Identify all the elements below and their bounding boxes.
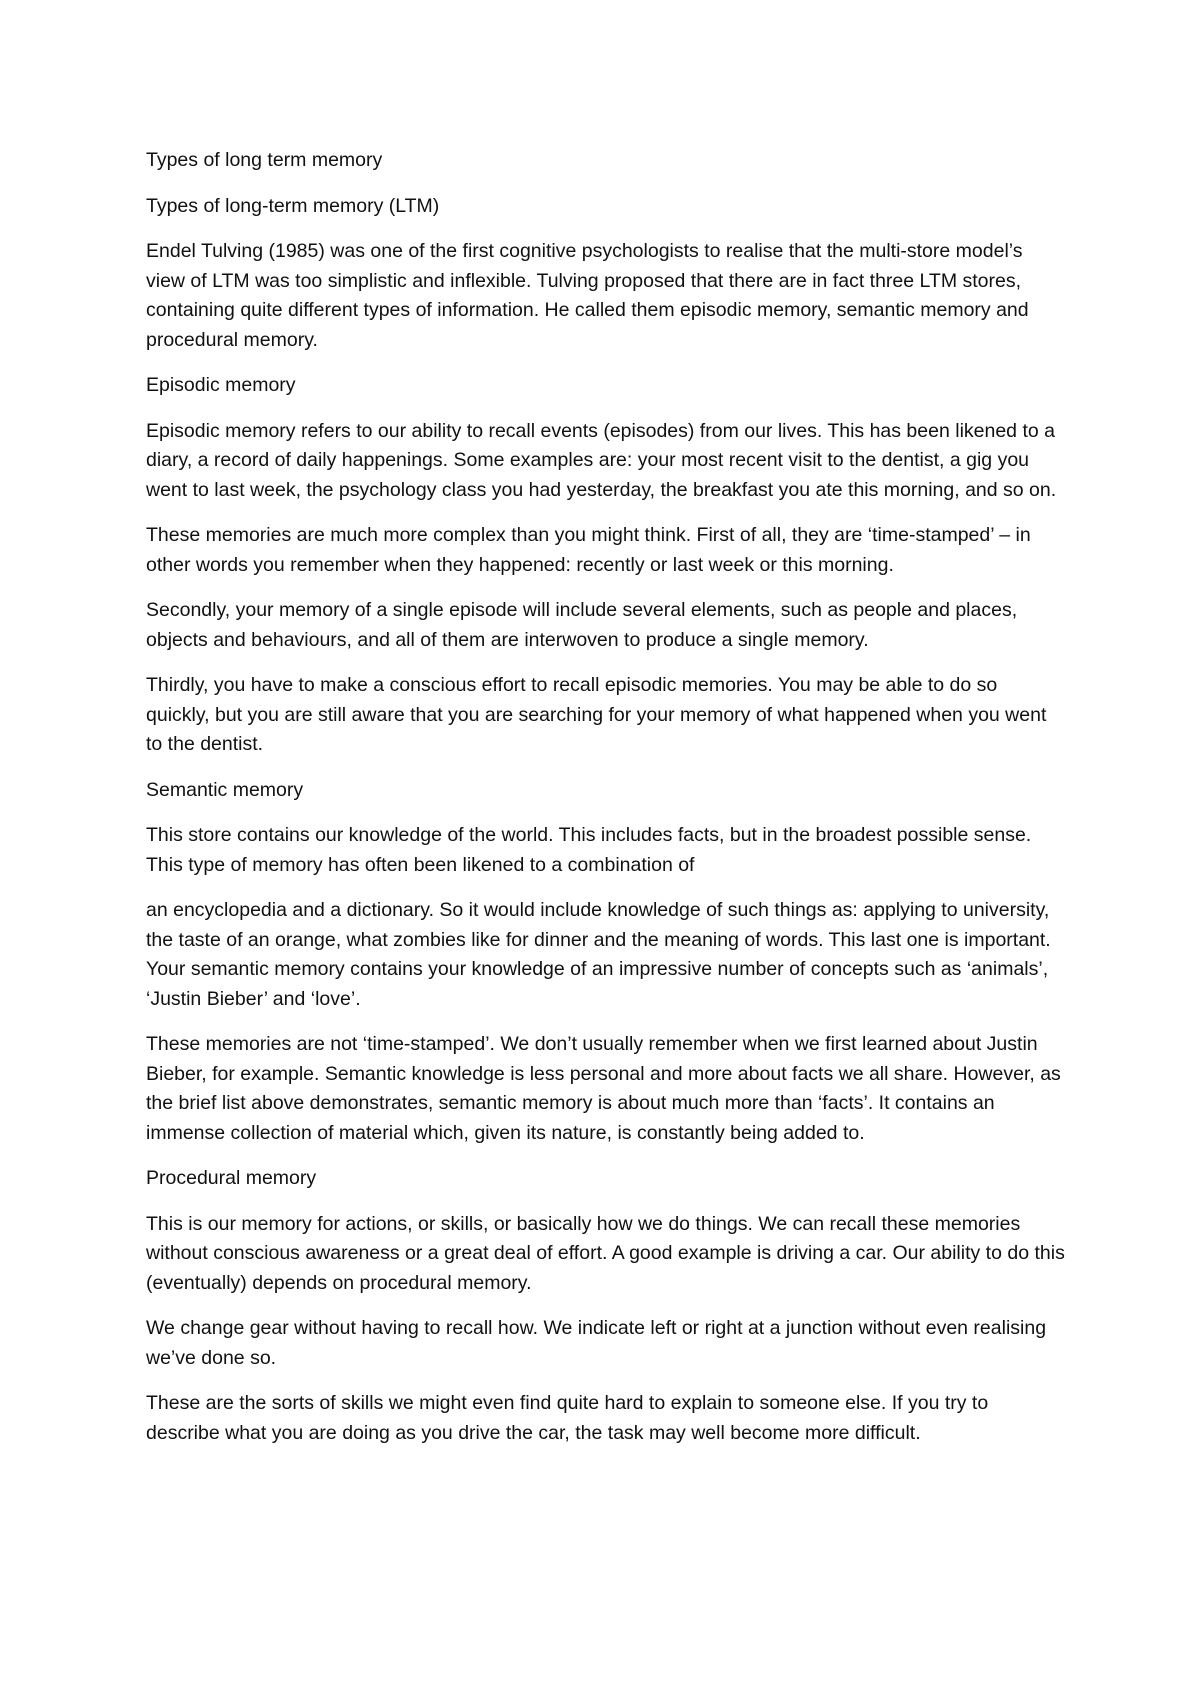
procedural-paragraph-3: These are the sorts of skills we might even find quite hard to explain to someone else. If you try to describe what you are doing as you drive the car, the task may well become more difficult. bbox=[146, 1392, 989, 1444]
intro-paragraph: Endel Tulving (1985) was one of the first cognitive psychologists to realise that the multi-store model’s view of LTM was too simplistic and inflexible. Tulving proposed that there are in fact three LTM stores, containing quite different types of information. He called them episodic memory, semantic memory and procedural memory. bbox=[146, 240, 1029, 351]
procedural-paragraph-2: We change gear without having to recall how. We indicate left or right at a junction without even realising we’ve done so. bbox=[146, 1317, 1047, 1369]
episodic-paragraph-3: Secondly, your memory of a single episode will include several elements, such as people and places, objects and behaviours, and all of them are interwoven to produce a single memory. bbox=[146, 599, 1018, 651]
semantic-paragraph-3: These memories are not ‘time-stamped’. We don’t usually remember when we first learned about Justin Bieber, for example. Semantic knowledge is less personal and more about facts we all share. However, as the brief list above demonstrates, semantic memory is about much more than ‘facts’. It contains an immense collection of material which, given its nature, is constantly being added to. bbox=[146, 1033, 1061, 1144]
episodic-paragraph-4: Thirdly, you have to make a conscious effort to recall episodic memories. You may be able to do so quickly, but you are still aware that you are searching for your memory of what happened when you went to the dentist. bbox=[146, 674, 1047, 755]
ltm-heading: Types of long-term memory (LTM) bbox=[146, 194, 440, 217]
procedural-heading: Procedural memory bbox=[146, 1167, 317, 1189]
semantic-heading: Semantic memory bbox=[146, 778, 304, 801]
semantic-paragraph-1: This store contains our knowledge of the world. This includes facts, but in the broadest possible sense. This type of memory has often been likened to a combination of bbox=[146, 824, 1032, 876]
semantic-paragraph-2: an encyclopedia and a dictionary. So it would include knowledge of such things as: applying to university, the taste of an orange, what zombies like for dinner and the meaning of words. This last one is important. Your semantic memory contains your knowledge of an impressive number of concepts such as ‘animals’, ‘Justin Bieber’ and ‘love’. bbox=[146, 899, 1051, 1010]
episodic-heading: Episodic memory bbox=[146, 374, 296, 396]
document-title: Types of long term memory bbox=[146, 149, 383, 171]
episodic-paragraph-1: Episodic memory refers to our ability to recall events (episodes) from our lives. This has been likened to a diary, a record of daily happenings. Some examples are: your most recent visit to the dentist, a gig you went to last week, the psychology class you had yesterday, the breakfast you ate this morning, and so on. bbox=[146, 419, 1057, 501]
episodic-paragraph-2: These memories are much more complex than you might think. First of all, they are ‘time-stamped’ – in other words you remember when they happened: recently or last week or this morning. bbox=[146, 524, 1031, 576]
document-body bbox=[146, 146, 1066, 1464]
procedural-paragraph-1: This is our memory for actions, or skills, or basically how we do things. We can recall these memories without conscious awareness or a great deal of effort. A good example is driving a car. Our ability to do this (eventually) depends on procedural memory. bbox=[146, 1212, 1065, 1294]
